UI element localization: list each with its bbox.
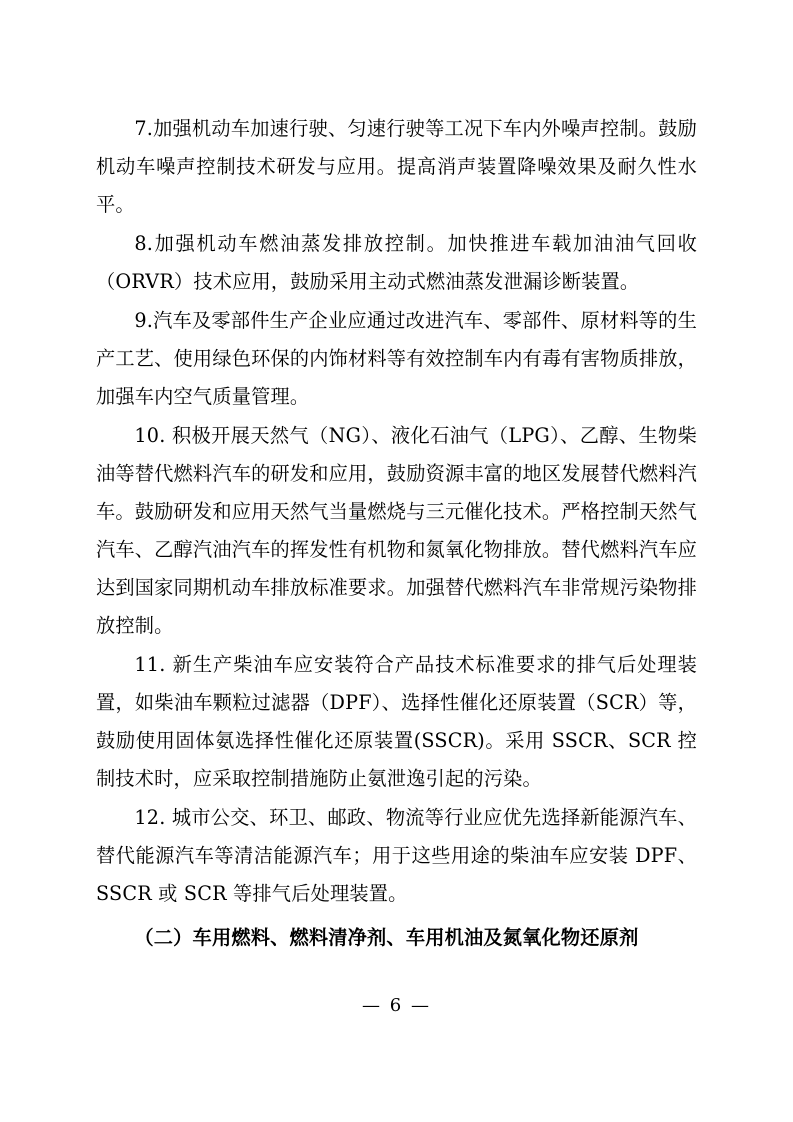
paragraph-11: 11. 新生产柴油车应安装符合产品技术标准要求的排气后处理装置，如柴油车颗粒过滤器（DPF）、选择性催化还原装置（SCR）等，鼓励使用固体氨选择性催化还原装置(SSCR)。采用 SSCR、SCR 控制技术时，应采取控制措施防止氨泄逸引起的污染。	[96, 653, 697, 790]
paragraph-10: 10. 积极开展天然气（NG）、液化石油气（LPG）、乙醇、生物柴油等替代燃料汽车的研发和应用，鼓励资源丰富的地区发展替代燃料汽车。鼓励研发和应用天然气当量燃烧与三元催化技术。严格控制天然气汽车、乙醇汽油汽车的挥发性有机物和氮氧化物排放。替代燃料汽车应达到国家同期机动车排放标准要求。加强替代燃料汽车非常规污染物排放控制。	[96, 424, 698, 637]
document-body	[96, 110, 697, 957]
paragraph-9: 9.汽车及零部件生产企业应通过改进汽车、零部件、原材料等的生产工艺、使用绿色环保的内饰材料等有效控制车内有毒有害物质排放，加强车内空气质量管理。	[96, 309, 698, 408]
paragraph-7: 7.加强机动车加速行驶、匀速行驶等工况下车内外噪声控制。鼓励机动车噪声控制技术研发与应用。提高消声装置降噪效果及耐久性水平。	[96, 117, 697, 216]
paragraph-12: 12. 城市公交、环卫、邮政、物流等行业应优先选择新能源汽车、替代能源汽车等清洁能源汽车；用于这些用途的柴油车应安装 DPF、SSCR 或 SCR 等排气后处理装置。	[96, 806, 697, 905]
paragraph-8: 8.加强机动车燃油蒸发排放控制。加快推进车载加油油气回收（ORVR）技术应用，鼓励采用主动式燃油蒸发泄漏诊断装置。	[96, 232, 697, 293]
section-heading: （二）车用燃料、燃料清净剂、车用机油及氮氧化物还原剂	[134, 926, 639, 949]
page-number: — 6 —	[362, 995, 431, 1016]
